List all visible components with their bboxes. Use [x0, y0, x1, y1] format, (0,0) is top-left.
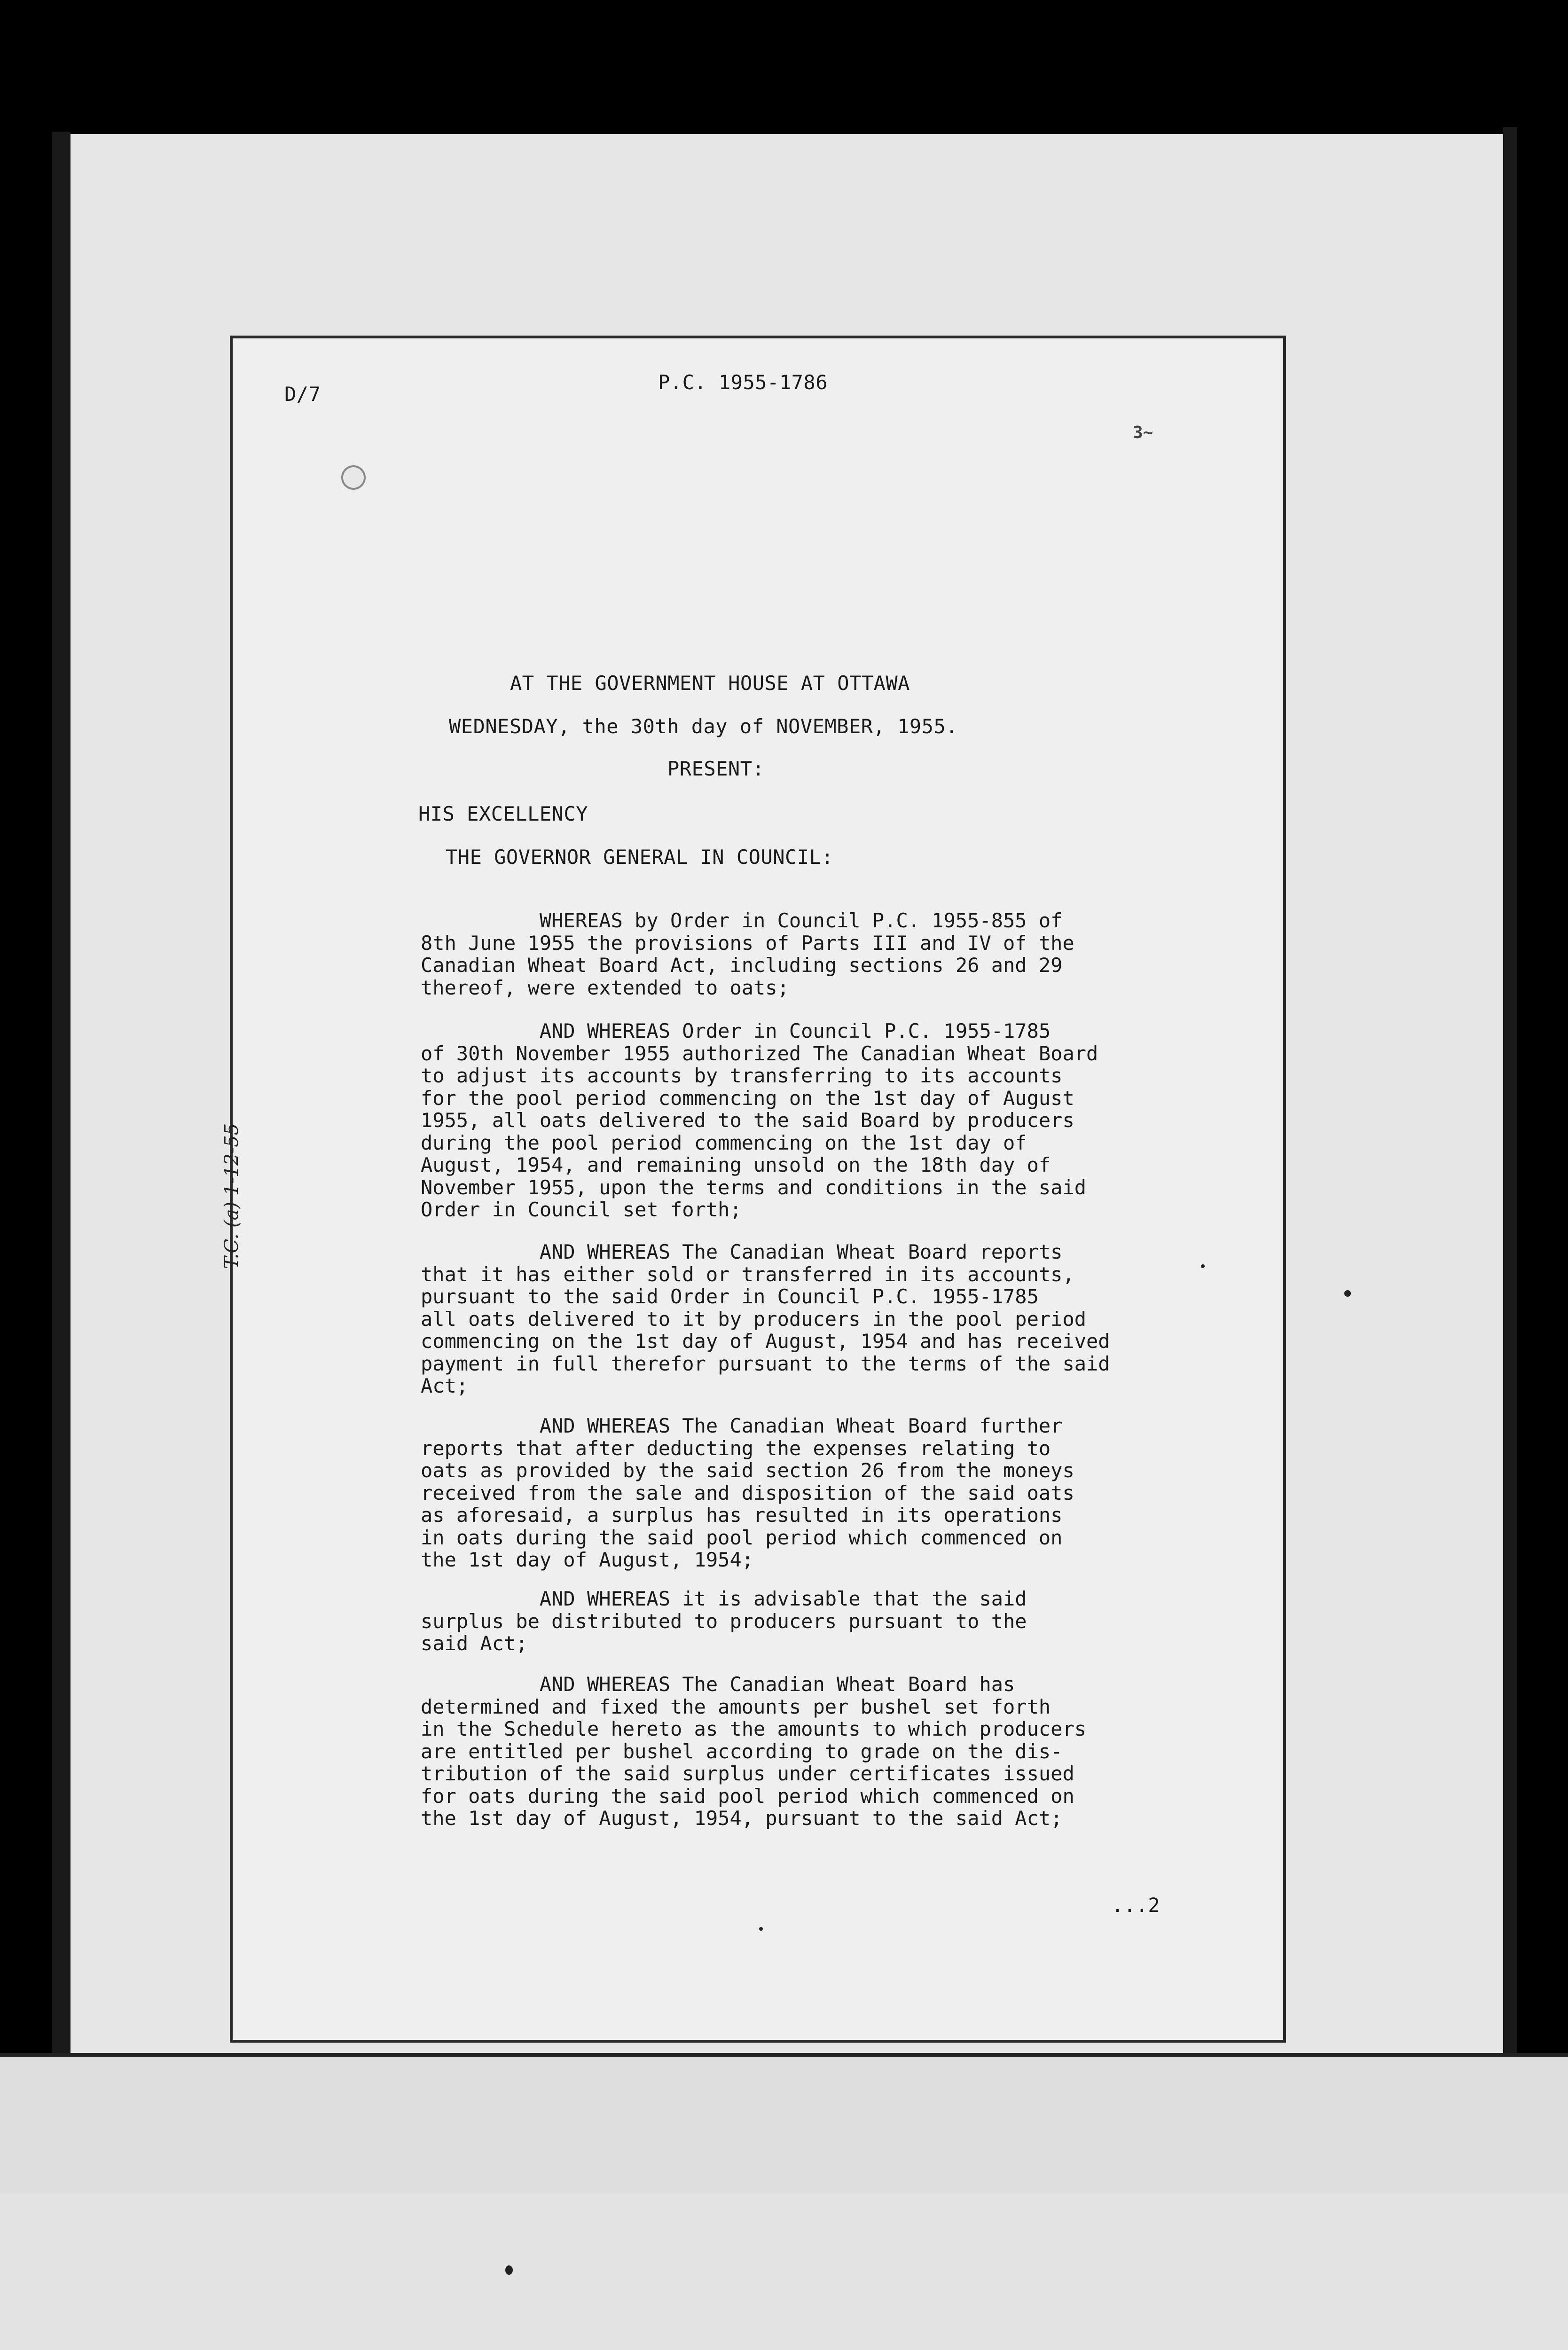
text-line: AND WHEREAS The Canadian Wheat Board has: [421, 1673, 1015, 1696]
film-edge-right: [1503, 127, 1517, 2350]
punch-hole: [341, 465, 366, 490]
text-line: of 30th November 1955 authorized The Canadian Wheat Board: [421, 1042, 1098, 1065]
speck: [759, 1927, 763, 1931]
text-line: Order in Council set forth;: [421, 1198, 742, 1221]
council-line: THE GOVERNOR GENERAL IN COUNCIL:: [446, 846, 834, 869]
text-line: pursuant to the said Order in Council P.C. 1955-1785: [421, 1285, 1039, 1308]
text-line: that it has either sold or transferred in its accounts,: [421, 1262, 1074, 1286]
corner-mark: 3~: [1133, 423, 1153, 442]
text-line: oats as provided by the said section 26 from the moneys: [421, 1459, 1074, 1482]
continuation-mark: ...2: [1112, 1894, 1160, 1917]
paragraph-5: [421, 1588, 1220, 1655]
text-line: in the Schedule hereto as the amounts to which producers: [421, 1717, 1087, 1740]
text-line: surplus be distributed to producers pursuant to the: [421, 1609, 1027, 1633]
text-line: in oats during the said pool period which commenced on: [421, 1526, 1063, 1549]
text-line: Canadian Wheat Board Act, including sections 26 and 29: [421, 954, 1063, 977]
text-line: AND WHEREAS The Canadian Wheat Board further: [421, 1414, 1063, 1437]
lower-sheet-strip: [0, 2053, 1568, 2197]
text-line: during the pool period commencing on the 1st day of: [421, 1131, 1027, 1154]
bottom-sheet-strip: [0, 2193, 1568, 2350]
text-line: 1955, all oats delivered to the said Board by producers: [421, 1109, 1074, 1132]
text-line: AND WHEREAS The Canadian Wheat Board reports: [421, 1240, 1063, 1263]
text-line: determined and fixed the amounts per bushel set forth: [421, 1695, 1051, 1718]
handwritten-margin-note: T.C. (a) 1-12-55: [221, 1123, 243, 1269]
speck: [1344, 1290, 1351, 1297]
paragraph-4: [421, 1415, 1220, 1571]
text-line: for oats during the said pool period which commenced on: [421, 1784, 1074, 1808]
paragraph-2: [421, 1020, 1220, 1221]
date-line: WEDNESDAY, the 30th day of NOVEMBER, 1955.: [449, 715, 958, 738]
text-line: for the pool period commencing on the 1st day of August: [421, 1086, 1074, 1110]
text-line: all oats delivered to it by producers in the pool period: [421, 1307, 1087, 1331]
paragraph-1: [421, 909, 1220, 999]
place-line: AT THE GOVERNMENT HOUSE AT OTTAWA: [510, 672, 910, 695]
text-line: reports that after deducting the expenses relating to: [421, 1436, 1051, 1460]
text-line: are entitled per bushel according to grade on the dis-: [421, 1739, 1063, 1763]
speck: [1201, 1264, 1205, 1268]
text-line: AND WHEREAS it is advisable that the said: [421, 1587, 1027, 1610]
text-line: as aforesaid, a surplus has resulted in its operations: [421, 1504, 1063, 1527]
text-line: said Act;: [421, 1632, 528, 1655]
paragraph-6: [421, 1673, 1220, 1830]
speck: [505, 2265, 513, 2275]
text-line: received from the sale and disposition of the said oats: [421, 1481, 1074, 1504]
file-code: D/7: [284, 383, 321, 406]
text-line: the 1st day of August, 1954;: [421, 1548, 754, 1571]
order-number: P.C. 1955-1786: [658, 371, 828, 394]
excellency-line: HIS EXCELLENCY: [418, 802, 588, 825]
text-line: Act;: [421, 1374, 469, 1397]
film-edge-left: [52, 132, 71, 2350]
text-line: to adjust its accounts by transferring to its accounts: [421, 1064, 1063, 1087]
text-line: 8th June 1955 the provisions of Parts III and IV of the: [421, 931, 1074, 955]
text-line: tribution of the said surplus under certificates issued: [421, 1762, 1074, 1785]
text-line: payment in full therefor pursuant to the terms of the said: [421, 1352, 1110, 1375]
text-line: commencing on the 1st day of August, 1954 and has received: [421, 1330, 1110, 1353]
text-line: August, 1954, and remaining unsold on the 18th day of: [421, 1153, 1051, 1176]
text-line: AND WHEREAS Order in Council P.C. 1955-1785: [421, 1019, 1051, 1042]
present-line: PRESENT:: [667, 757, 765, 780]
text-line: the 1st day of August, 1954, pursuant to the said Act;: [421, 1807, 1063, 1830]
text-line: WHEREAS by Order in Council P.C. 1955-855 of: [421, 909, 1063, 932]
text-line: November 1955, upon the terms and conditions in the said: [421, 1175, 1087, 1199]
paragraph-3: [421, 1241, 1220, 1397]
text-line: thereof, were extended to oats;: [421, 976, 789, 999]
